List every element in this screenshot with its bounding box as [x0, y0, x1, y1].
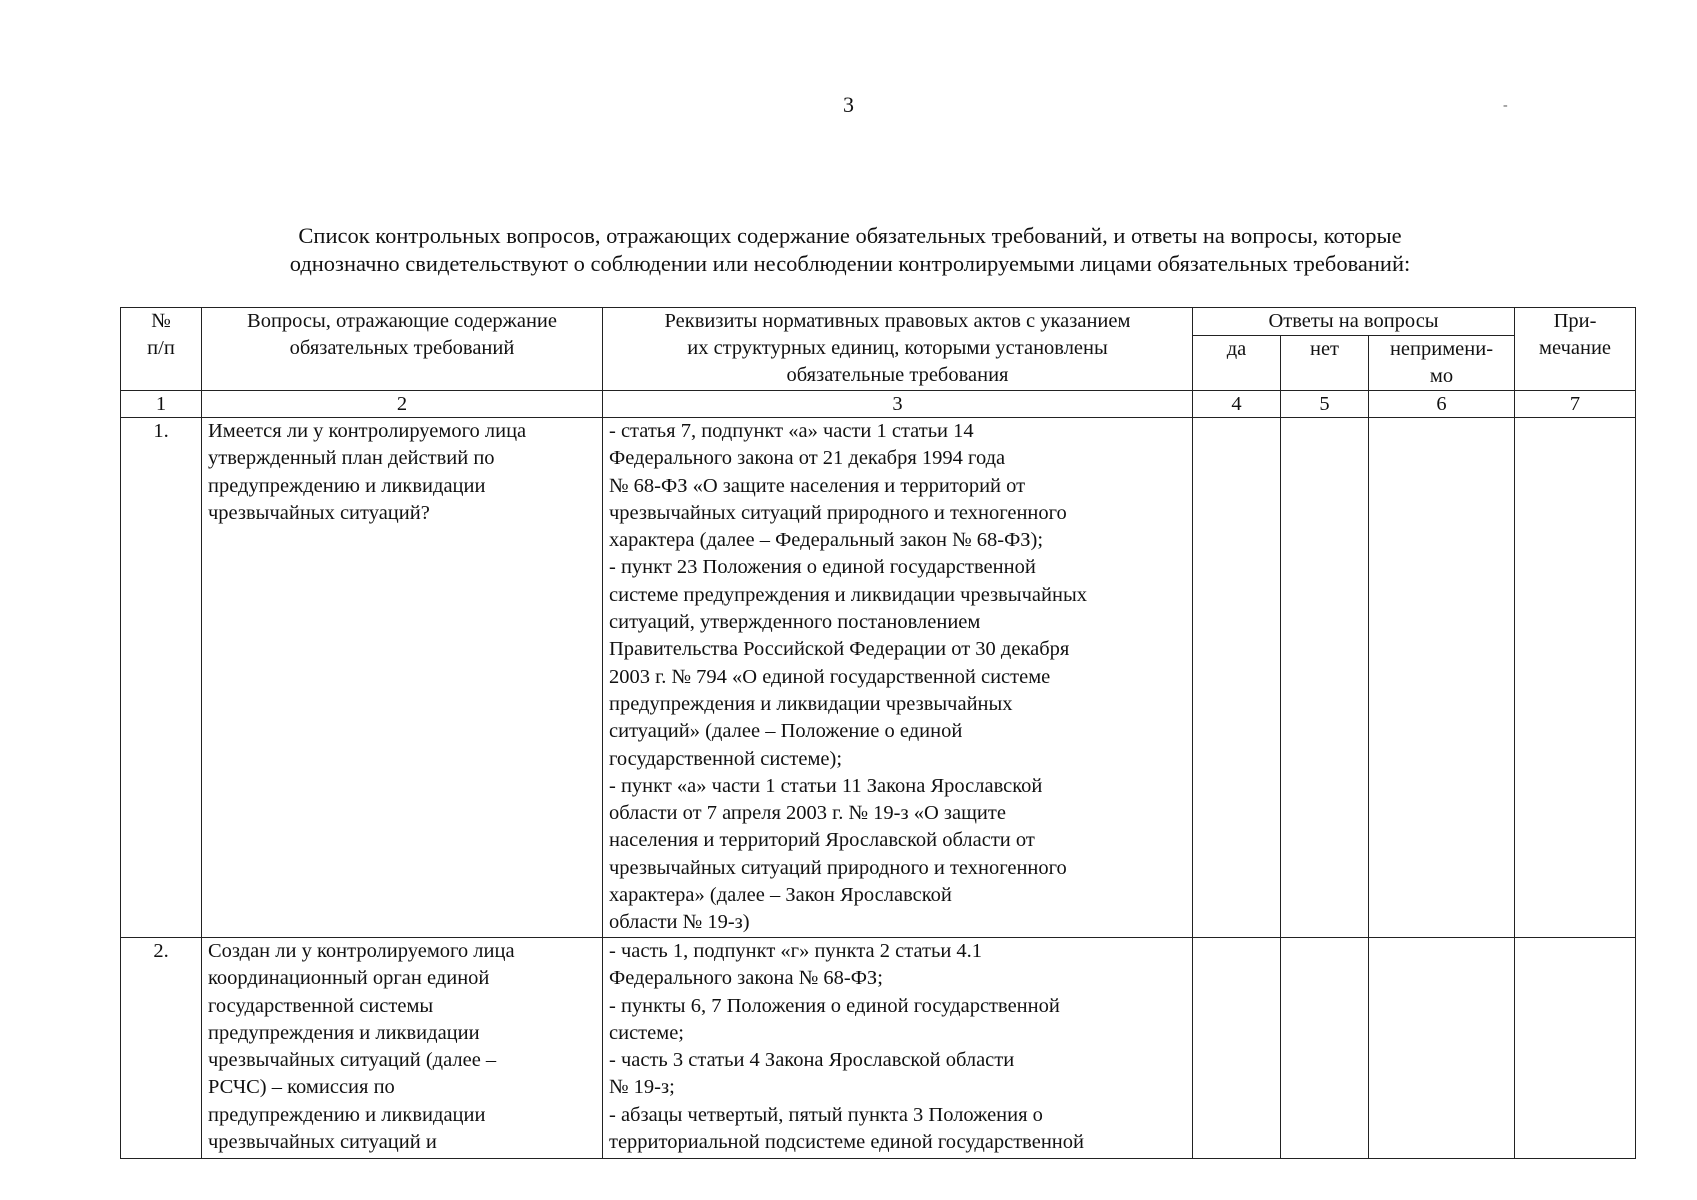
row-requisites: - часть 1, подпункт «г» пункта 2 статьи 4.1 Федерального закона № 68-ФЗ; - пункты 6, 7 Положения о единой государственной системе; - часть 3 статьи 4 Закона Ярославской области № 19-з; - абзацы четвертый, пятый пункта 3 Положения о территориальной подсистеме единой государственной [603, 938, 1193, 1159]
page-number: 3 [843, 92, 854, 117]
checklist-table [120, 307, 1636, 1159]
row-requisites: - статья 7, подпункт «а» части 1 статьи 14 Федерального закона от 21 декабря 1994 года № 68-ФЗ «О защите населения и территорий от чрезвычайных ситуаций природного и техногенного характера (далее – Федеральный закон № 68-ФЗ); - пункт 23 Положения о единой государственной системе предупреждения и ликвидации чрезвычайных ситуаций, утвержденного постановлением Правительства Российской Федерации от 30 декабря 2003 г. № 794 «О единой государственной системе предупреждения и ликвидации чрезвычайных ситуаций» (далее – Положение о единой государственной системе); - пункт «а» части 1 статьи 11 Закона Ярославской области от 7 апреля 2003 г. № 19-з «О защите населения и территорий Ярославской области от чрезвычайных ситуаций природного и техногенного характера» (далее – Закон Ярославской области № 19-з) [603, 418, 1193, 938]
row-answer-yes [1193, 938, 1281, 1159]
header-col-note: При- мечание [1515, 308, 1636, 391]
row-note [1515, 938, 1636, 1159]
header-col-requisites: Реквизиты нормативных правовых актов с указанием их структурных единиц, которыми установлены обязательные требования [603, 308, 1193, 391]
row-question: Создан ли у контролируемого лица координационный орган единой государственной системы предупреждения и ликвидации чрезвычайных ситуаций (далее – РСЧС) – комиссия по предупреждению и ликвидации чрезвычайных ситуаций и [202, 938, 603, 1159]
table-row [121, 938, 1636, 1159]
column-numbers-row [121, 391, 1636, 418]
column-number-6: 6 [1369, 391, 1515, 418]
header-col-questions: Вопросы, отражающие содержание обязательных требований [202, 308, 603, 391]
column-number-2: 2 [202, 391, 603, 418]
row-answer-not-applicable [1369, 938, 1515, 1159]
column-number-3: 3 [603, 391, 1193, 418]
column-number-4: 4 [1193, 391, 1281, 418]
row-note [1515, 418, 1636, 938]
header-answers-group: Ответы на вопросы [1193, 308, 1515, 336]
header-col-yes: да [1193, 336, 1281, 391]
column-number-7: 7 [1515, 391, 1636, 418]
row-answer-yes [1193, 418, 1281, 938]
table-row [121, 418, 1636, 938]
document-heading [100, 222, 1600, 278]
row-answer-not-applicable [1369, 418, 1515, 938]
row-question: Имеется ли у контролируемого лица утвержденный план действий по предупреждению и ликвидации чрезвычайных ситуаций? [202, 418, 603, 938]
heading-line-2: однозначно свидетельствуют о соблюдении или несоблюдении контролируемыми лицами обязательных требований: [289, 251, 1411, 276]
header-col-not-applicable: непримени- мо [1369, 336, 1515, 391]
stray-mark: - [1503, 98, 1508, 113]
column-number-5: 5 [1281, 391, 1369, 418]
row-answer-no [1281, 938, 1369, 1159]
column-number-1: 1 [121, 391, 202, 418]
row-number: 1. [121, 418, 202, 938]
heading-line-1: Список контрольных вопросов, отражающих содержание обязательных требований, и ответы на вопросы, которые [298, 223, 1402, 248]
row-answer-no [1281, 418, 1369, 938]
header-col-number: № п/п [121, 308, 202, 391]
row-number: 2. [121, 938, 202, 1159]
header-col-no: нет [1281, 336, 1369, 391]
table-header-row [121, 308, 1636, 336]
